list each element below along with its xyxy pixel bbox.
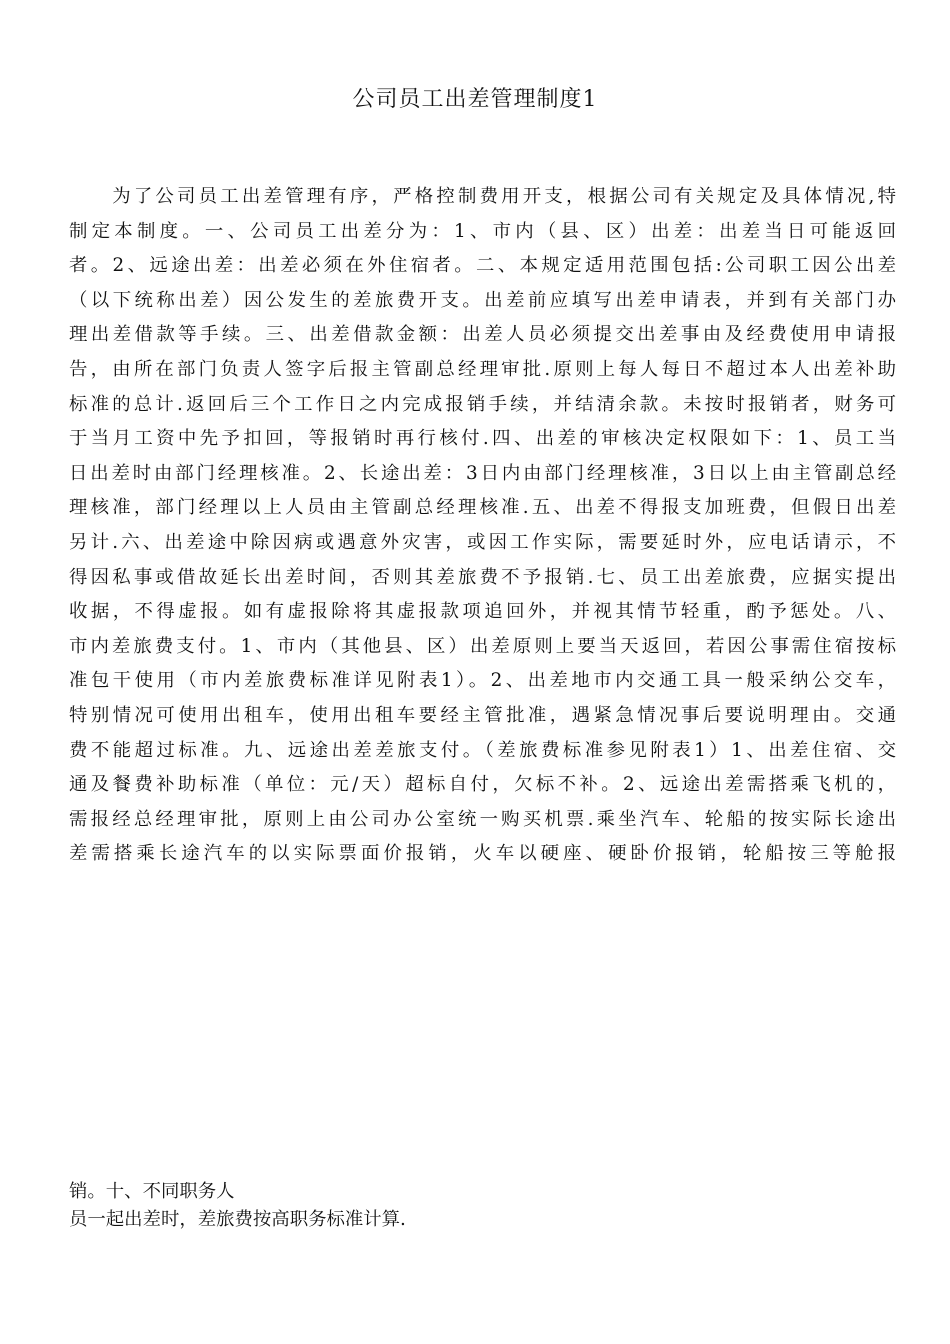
body-line: 需报经总经理审批，原则上由公司办公室统一购买机票.乘坐汽车、轮船的按实际长途出 <box>69 808 896 830</box>
body-line: 理核准，部门经理以上人员由主管副总经理核准.五、出差不得报支加班费，但假日出差 <box>69 497 896 519</box>
body-line: 理出差借款等手续。三、出差借款金额：出差人员必须提交出差事由及经费使用申请报 <box>69 324 896 346</box>
document-body <box>69 180 896 872</box>
body-line: 得因私事或借故延长出差时间，否则其差旅费不予报销.七、员工出差旅费，应据实提出 <box>69 566 896 588</box>
body-tail-line: 员一起出差时，差旅费按高职务标准计算. <box>69 1209 406 1230</box>
body-line: 差需搭乘长途汽车的以实际票面价报销，火车以硬座、硬卧价报销，轮船按三等舱报 <box>69 843 896 865</box>
body-line: 收据，不得虚报。如有虚报除将其虚报款项追回外，并视其情节轻重，酌予惩处。八、 <box>69 601 896 623</box>
body-line: 标准的总计.返回后三个工作日之内完成报销手续，并结清余款。未按时报销者，财务可 <box>69 393 896 415</box>
body-line: 者。2、远途出差：出差必须在外住宿者。二、本规定适用范围包括:公司职工因公出差 <box>69 255 896 277</box>
body-line: 于当月工资中先予扣回，等报销时再行核付.四、出差的审核决定权限如下：1、员工当 <box>69 428 896 450</box>
body-line: 准包干使用（市内差旅费标准详见附表1）。2、出差地市内交通工具一般采纳公交车， <box>69 670 896 692</box>
body-line: 另计.六、出差途中除因病或遇意外灾害，或因工作实际，需要延时外，应电话请示，不 <box>69 531 896 553</box>
body-line: 特别情况可使用出租车，使用出租车要经主管批准，遇紧急情况事后要说明理由。交通 <box>69 704 896 726</box>
body-line: 通及餐费补助标准（单位：元/天）超标自付，欠标不补。2、远途出差需搭乘飞机的， <box>69 774 896 796</box>
body-tail-line: 销。十、不同职务人 <box>69 1181 235 1202</box>
body-line: 市内差旅费支付。1、市内（其他县、区）出差原则上要当天返回，若因公事需住宿按标 <box>69 635 896 657</box>
body-line: 为了公司员工出差管理有序，严格控制费用开支，根据公司有关规定及具体情况,特 <box>109 186 896 207</box>
body-line: 费不能超过标准。九、远途出差差旅支付。（差旅费标准参见附表1）1、出差住宿、交 <box>69 739 896 761</box>
document-title: 公司员工出差管理制度1 <box>352 87 598 112</box>
body-line: 制定本制度。一、公司员工出差分为：1、市内（县、区）出差：出差当日可能返回 <box>69 220 896 242</box>
body-line: 告，由所在部门负责人签字后报主管副总经理审批.原则上每人每日不超过本人出差补助 <box>69 358 896 380</box>
body-line: 日出差时由部门经理核准。2、长途出差：3日内由部门经理核准，3日以上由主管副总经 <box>69 462 896 484</box>
body-line: （以下统称出差）因公发生的差旅费开支。出差前应填写出差申请表，并到有关部门办 <box>69 289 896 311</box>
